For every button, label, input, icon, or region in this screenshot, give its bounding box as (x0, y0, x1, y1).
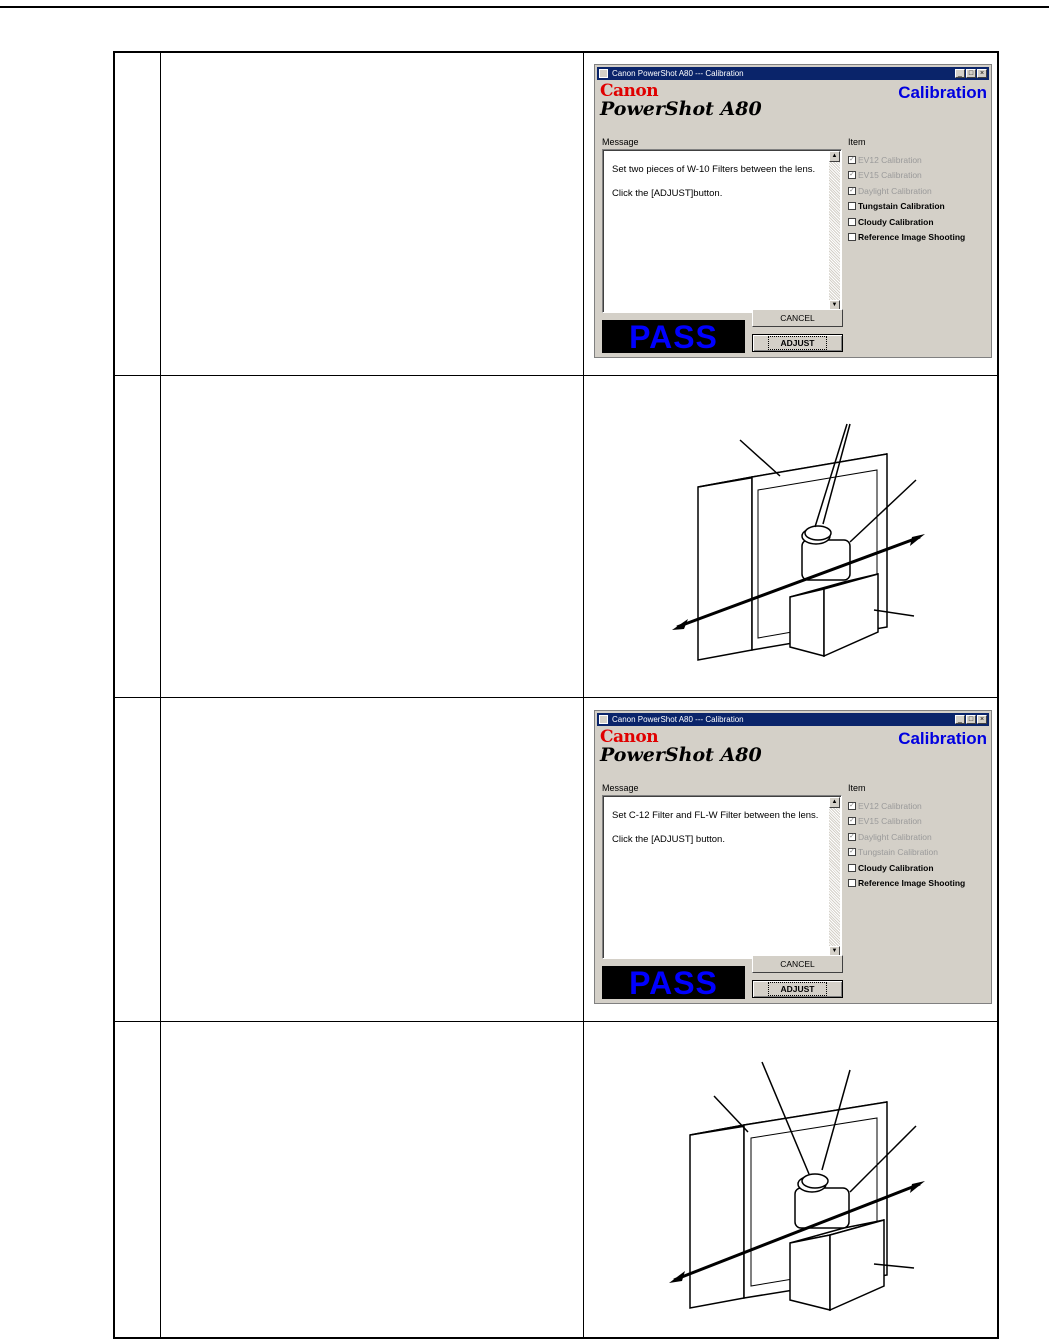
model-logo: PowerShot A80 (600, 744, 762, 766)
image-column-divider (583, 53, 584, 1337)
camera-lens-filter-2 (805, 526, 831, 540)
row-divider-1 (115, 375, 997, 376)
item-label: Item (848, 783, 866, 793)
app-icon (599, 715, 608, 724)
message-box[interactable] (602, 149, 842, 313)
calibration-item[interactable] (848, 215, 988, 230)
calibration-item (848, 830, 988, 845)
message-scrollbar[interactable] (829, 797, 840, 957)
calibration-item-label: Tungstain Calibration (858, 847, 939, 858)
message-label: Message (602, 783, 639, 793)
calibration-item (848, 168, 988, 183)
light-box-front (690, 1125, 744, 1308)
minimize-icon[interactable]: _ (955, 715, 965, 724)
model-logo: PowerShot A80 (600, 98, 762, 120)
app-icon (599, 69, 608, 78)
calibration-item-label: Tungstain Calibration (858, 201, 945, 212)
close-icon[interactable]: × (977, 715, 987, 724)
calibration-dialog-1 (594, 64, 992, 358)
calibration-item-label: EV15 Calibration (858, 816, 922, 827)
message-scrollbar[interactable] (829, 151, 840, 311)
calibration-item-label: Reference Image Shooting (858, 877, 966, 888)
checkbox: ✓ (849, 186, 855, 194)
checkbox[interactable] (848, 218, 856, 226)
calibration-item[interactable] (848, 876, 988, 891)
item-label: Item (848, 137, 866, 147)
calibration-item[interactable] (848, 861, 988, 876)
result-display: PASS (602, 966, 745, 999)
item-list (848, 153, 988, 245)
brand-logo: Canon (600, 81, 659, 101)
page-top-rule (0, 6, 1049, 8)
checkbox[interactable] (848, 864, 856, 872)
minimize-icon[interactable]: _ (955, 69, 965, 78)
checkbox[interactable] (848, 879, 856, 887)
stand-box-front (824, 574, 878, 656)
checkbox[interactable] (848, 202, 856, 210)
message-box[interactable] (602, 795, 842, 959)
message-label: Message (602, 137, 639, 147)
optical-axis-arrowhead-right (910, 534, 925, 546)
cancel-button[interactable]: CANCEL (752, 955, 843, 973)
checkbox[interactable] (848, 233, 856, 241)
checkbox: ✓ (849, 832, 855, 840)
calibration-item-label: EV12 Calibration (858, 155, 922, 165)
checkbox: ✓ (849, 156, 855, 163)
item-list (848, 799, 988, 891)
row-divider-2 (115, 697, 997, 698)
scroll-down-icon[interactable]: ▼ (829, 300, 840, 311)
filter-setup-diagram-1 (662, 412, 932, 662)
calibration-item (848, 799, 988, 814)
scroll-up-icon[interactable]: ▲ (829, 151, 840, 162)
window-title: Canon PowerShot A80 --- Calibration (612, 715, 744, 724)
optical-axis-arrowhead-left (669, 1271, 685, 1283)
adjust-button-label: ADJUST (770, 338, 824, 348)
stand-box-front (830, 1220, 884, 1310)
title-bar (597, 67, 989, 80)
step-column-divider (160, 53, 161, 1337)
calibration-item-label: Cloudy Calibration (858, 216, 934, 227)
message-text: Set C-12 Filter and FL-W Filter between the lens. Click the [ADJUST] button. (612, 810, 819, 845)
adjust-button-label: ADJUST (770, 984, 824, 994)
calibration-item-label: Reference Image Shooting (858, 231, 966, 242)
calibration-item-label: EV12 Calibration (858, 801, 922, 811)
light-box-front (698, 477, 752, 660)
calibration-item-label: Cloudy Calibration (858, 862, 934, 873)
stand-box-left (790, 1235, 830, 1310)
optical-axis-arrowhead-right (910, 1181, 925, 1193)
maximize-icon[interactable]: □ (966, 715, 976, 724)
result-display: PASS (602, 320, 745, 353)
camera-lens-filter-2 (802, 1174, 828, 1188)
calibration-item[interactable] (848, 199, 988, 214)
camera-body (802, 540, 850, 580)
adjust-button[interactable] (752, 334, 843, 352)
calibration-item (848, 845, 988, 860)
calibration-dialog-2 (594, 710, 992, 1004)
row-divider-3 (115, 1021, 997, 1022)
checkbox: ✓ (849, 817, 855, 825)
checkbox: ✓ (849, 848, 855, 856)
calibration-item (848, 814, 988, 829)
close-icon[interactable]: × (977, 69, 987, 78)
calibration-item[interactable] (848, 230, 988, 245)
dialog-heading: Calibration (898, 729, 987, 748)
scroll-up-icon[interactable]: ▲ (829, 797, 840, 808)
maximize-icon[interactable]: □ (966, 69, 976, 78)
calibration-item-label: EV15 Calibration (858, 170, 922, 181)
calibration-item-label: Daylight Calibration (858, 831, 932, 842)
checkbox: ✓ (849, 802, 855, 809)
calibration-item-label: Daylight Calibration (858, 185, 932, 196)
scroll-down-icon[interactable]: ▼ (829, 946, 840, 957)
optical-axis-arrowhead-left (672, 619, 688, 630)
window-title: Canon PowerShot A80 --- Calibration (612, 69, 744, 78)
stand-box-left (790, 589, 824, 656)
filter-setup-diagram-2 (662, 1060, 932, 1330)
adjust-button[interactable] (752, 980, 843, 998)
leader-light-box (740, 440, 780, 476)
message-text: Set two pieces of W-10 Filters between the lens. Click the [ADJUST]button. (612, 164, 816, 199)
title-bar (597, 713, 989, 726)
brand-logo: Canon (600, 727, 659, 747)
cancel-button[interactable]: CANCEL (752, 309, 843, 327)
calibration-item (848, 184, 988, 199)
leader-light-box (714, 1096, 748, 1132)
calibration-item (848, 153, 988, 168)
checkbox: ✓ (849, 171, 855, 179)
dialog-heading: Calibration (898, 83, 987, 102)
